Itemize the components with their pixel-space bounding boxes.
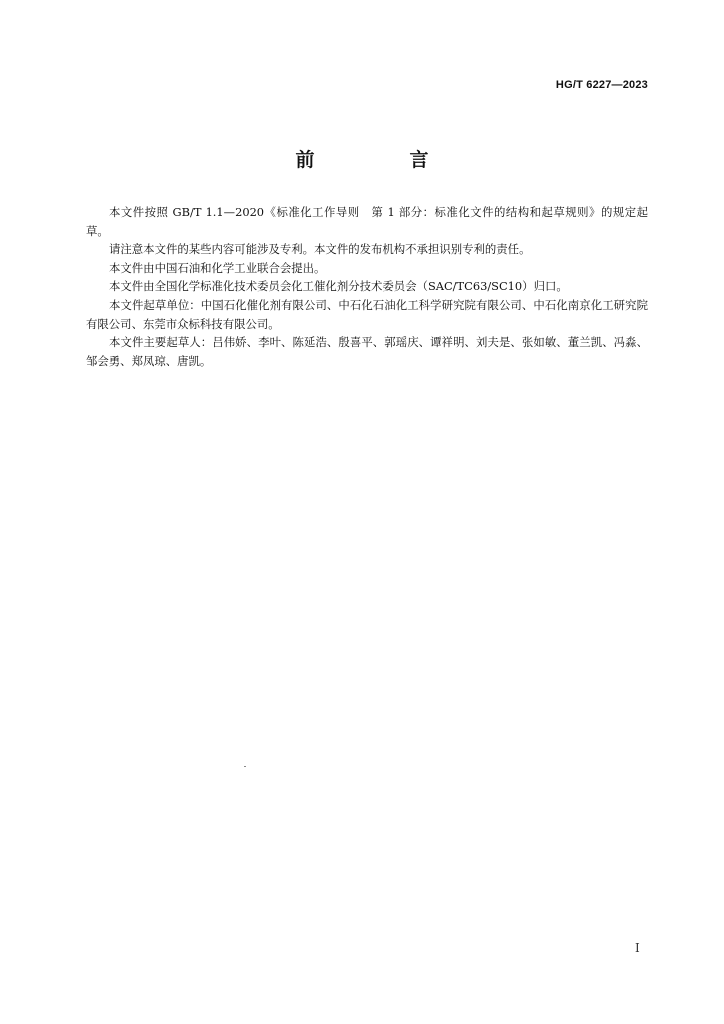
paragraph-proposer: 本文件由中国石油和化学工业联合会提出。 [109,260,326,275]
page-number: I [635,941,640,955]
stray-mark [244,766,246,767]
paragraph-drafting-basis: 本文件按照 GB/T 1.1—2020《标准化工作导则 第 1 部分：标准化文件的结构和起草规则》的规定起草。 [86,205,648,238]
foreword-body [86,203,648,370]
standard-code: HG/T 6227—2023 [555,79,648,91]
paragraph-drafting-units: 本文件起草单位：中国石化催化剂有限公司、中石化石油化工科学研究院有限公司、中石化南京化工研究院有限公司、东莞市众标科技有限公司。 [86,297,648,331]
page-title: 前 言 [295,149,467,171]
paragraph-patent-notice: 请注意本文件的某些内容可能涉及专利。本文件的发布机构不承担识别专利的责任。 [109,242,531,257]
paragraph-committee: 本文件由全国化学标准化技术委员会化工催化剂分技术委员会（SAC/TC63/SC10）归口。 [109,279,568,294]
paragraph-drafters: 本文件主要起草人：吕伟娇、李叶、陈延浩、殷喜平、郭瑶庆、谭祥明、刘夫是、张如敏、董兰凯、冯淼、邹会勇、郑凤琼、唐凯。 [86,335,648,368]
